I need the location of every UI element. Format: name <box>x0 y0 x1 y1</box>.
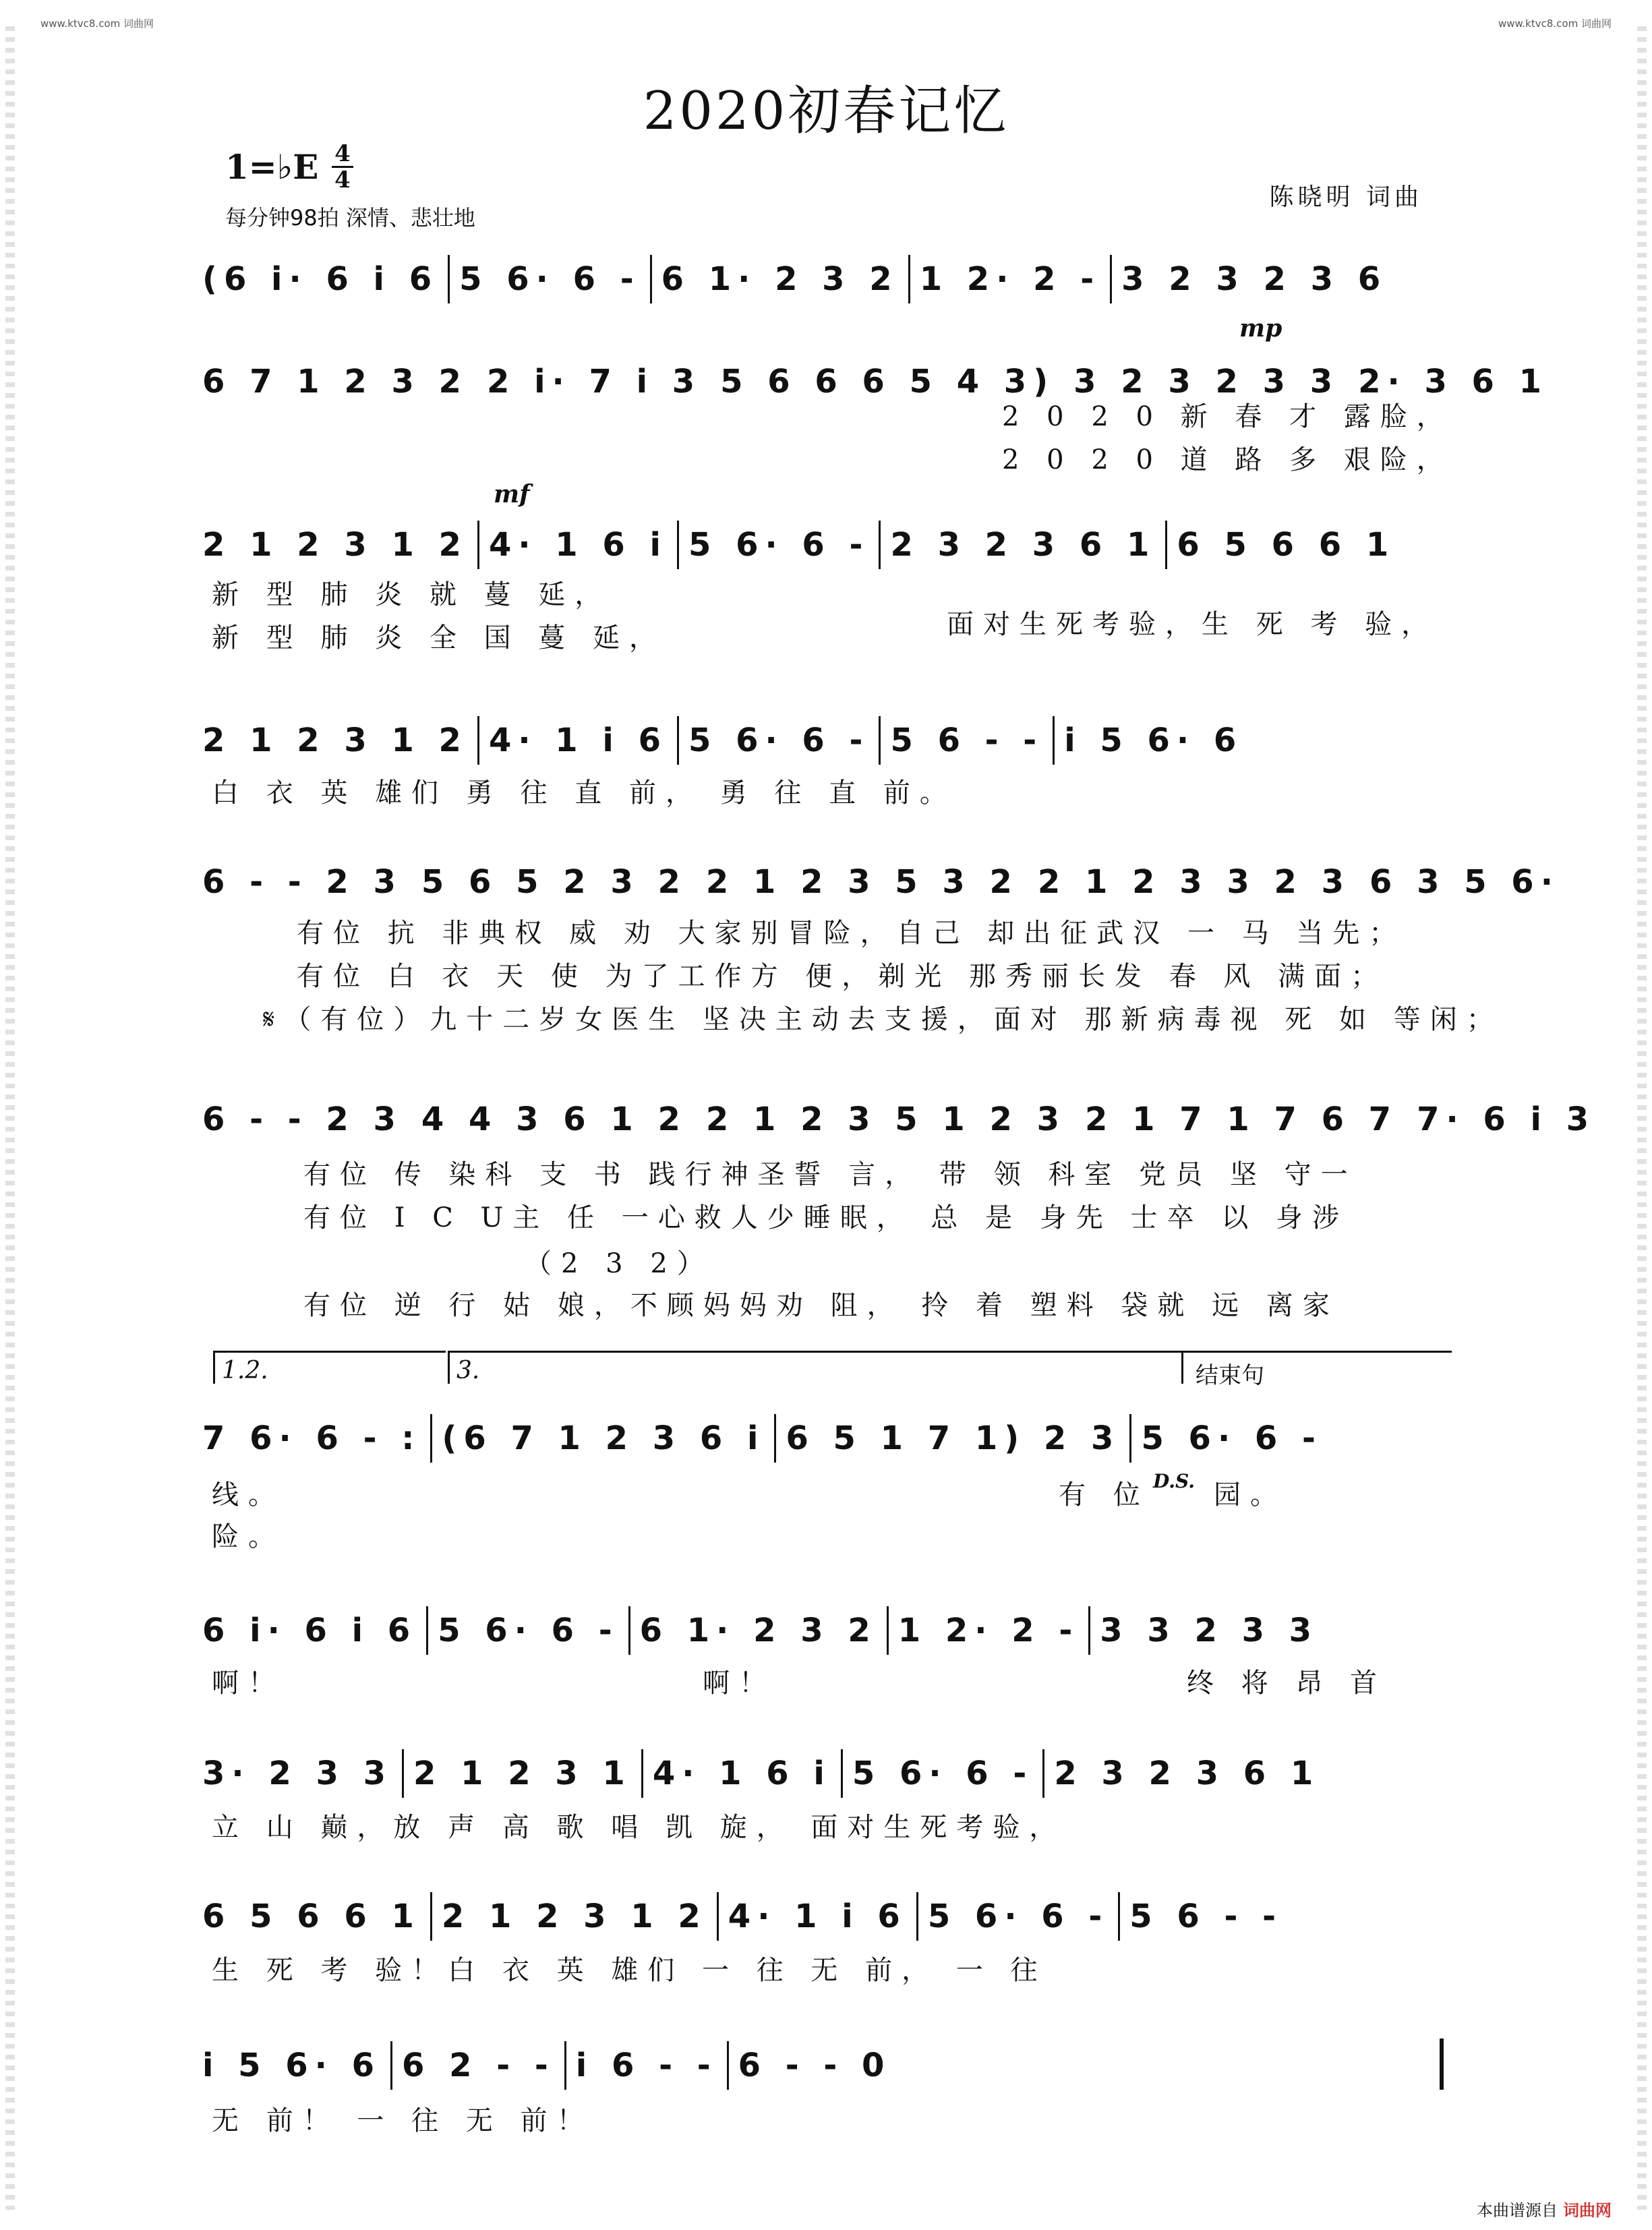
barline <box>774 1414 776 1463</box>
barline <box>1129 1414 1131 1463</box>
measure: 6 i· 6 i 6 <box>202 1612 417 1649</box>
measure: (6 i· 6 i 6 <box>202 260 439 298</box>
measure: 5 6 - - <box>1129 1898 1283 1935</box>
lyric-line: 啊！ <box>703 1668 775 1699</box>
measure: 6 5 6 6 1 <box>1177 526 1396 564</box>
footer-source <box>1477 2197 1612 2221</box>
measure: 2 1 2 3 5 3 2 <box>705 863 1019 901</box>
lyric-line: 啊！ <box>212 1668 285 1699</box>
barline <box>477 521 479 569</box>
lyric-line: 园。 <box>1214 1479 1287 1510</box>
barline <box>1165 521 1167 569</box>
measure: 5 6· 6 - <box>688 722 870 759</box>
barline <box>628 1606 630 1655</box>
barline <box>641 1749 643 1798</box>
right-border-strip <box>1637 20 1647 2210</box>
lyric-line: 2 0 2 0 道 路 多 艰险， <box>1002 444 1453 475</box>
barline <box>1053 716 1055 765</box>
measure: 6 1· 2 3 2 <box>639 1612 877 1649</box>
lyric-line: 新 型 肺 炎 全 国 蔓 延， <box>212 622 666 653</box>
measure: 6 5 6 6 1 <box>202 1898 421 1935</box>
barline <box>564 2041 566 2090</box>
notation-line <box>202 2038 1450 2092</box>
measure: 2 1 7 1 7 6 7 <box>1085 1101 1398 1138</box>
measure: i 5 6· 6 <box>202 2047 382 2084</box>
lyric-line: 有位 白 衣 天 使 为了工作方 便，剃光 那秀丽长发 春 风 满面； <box>297 961 1388 992</box>
key-signature: 1=♭E <box>225 147 319 187</box>
tempo-marking: 每分钟98拍 深情、悲壮地 <box>225 205 475 231</box>
ending-label: 结束句 <box>1181 1351 1452 1384</box>
measure: 6 7 1 2 3 2 <box>202 363 468 401</box>
measure: 3 2 3 2 3 3 <box>1073 363 1340 401</box>
barline <box>879 521 881 569</box>
measure: 6 - - 0 <box>738 2047 891 2084</box>
lyric-line: 有位 I C U主 任 一心救人少睡眠， 总 是 身先 士卒 以 身涉 <box>303 1202 1349 1233</box>
notation-line <box>202 518 1450 572</box>
barline <box>390 2041 392 2090</box>
barline <box>717 1892 719 1941</box>
measure: 1 2· 2 - <box>897 1612 1080 1649</box>
barline <box>430 1892 432 1941</box>
barline <box>448 255 450 303</box>
measure: 6 3 5 6· <box>1369 863 1560 901</box>
measure: 5 6· 6 - <box>438 1612 619 1649</box>
lyric-line: 险。 <box>212 1521 285 1552</box>
measure: 2· 3 6 1 <box>1358 363 1549 401</box>
measure: 3 3 2 3 3 <box>1100 1612 1319 1649</box>
barline <box>426 1606 428 1655</box>
measure: 1 2· 2 - <box>919 260 1101 298</box>
measure: 5 6· 6 - <box>927 1898 1109 1935</box>
notation-line <box>202 1889 1450 1943</box>
measure: 6 - - 2 3 <box>202 863 403 901</box>
lyric-line: 𝄋（有位）九十二岁女医生 坚决主动去支援，面对 那新病毒视 死 如 等闲； <box>263 1004 1503 1035</box>
measure: 5 6 - - <box>890 722 1044 759</box>
final-barline <box>1440 2038 1444 2090</box>
dynamic-mp: mp <box>1239 314 1282 343</box>
lyric-line: 新 型 肺 炎 就 蔓 延， <box>212 579 612 610</box>
lyric-line: 有位 传 染科 支 书 践行神圣誓 言， 带 领 科室 党员 坚 守一 <box>303 1159 1357 1190</box>
measure: 5 6 6 6 5 4 3) <box>720 363 1055 401</box>
barline <box>916 1892 918 1941</box>
barline <box>1110 255 1112 303</box>
measure: (6 7 1 2 3 6 i <box>442 1419 765 1457</box>
lyric-line: 终 将 昂 首 <box>1187 1668 1387 1699</box>
measure: 7 6· 6 - : <box>202 1419 421 1457</box>
dynamic-mf: mf <box>494 480 530 508</box>
left-border-strip <box>5 20 15 2210</box>
corner-watermark-right: www.ktvc8.com 词曲网 <box>1498 18 1612 30</box>
lyric-line: 2 0 2 0 新 春 才 露脸， <box>1002 401 1453 432</box>
notation-line <box>202 713 1450 767</box>
measure: 5 6· 6 - <box>852 1755 1034 1792</box>
measure: 7· 6 i 3 <box>1417 1101 1596 1138</box>
measure: i 6 - - <box>575 2047 717 2084</box>
barline <box>1118 1892 1120 1941</box>
notation-line <box>202 1747 1450 1800</box>
lyric-line: 有位 抗 非典权 威 劝 大家别冒险，自己 却出征武汉 一 马 当先； <box>297 918 1406 949</box>
meter-bottom: 4 <box>334 167 351 194</box>
notation-line <box>202 855 1560 909</box>
ds-marking: D.S. <box>1153 1470 1196 1492</box>
measure: 2 1 2 3 3 2 3 <box>1037 863 1351 901</box>
measure: 5 6· 6 - <box>459 260 641 298</box>
footer-brand: 词曲网 <box>1563 2201 1612 2220</box>
measure: 2 1 2 3 1 <box>413 1755 632 1792</box>
measure: 5 6 5 2 3 2 <box>421 863 687 901</box>
measure: 4· 1 i 6 <box>488 722 668 759</box>
barline <box>430 1414 432 1463</box>
lyric-line: 有位 逆 行 姑 娘，不顾妈妈劝 阻， 拎 着 塑料 袋就 远 离家 <box>303 1290 1339 1321</box>
measure: 2 1 2 3 1 2 <box>202 722 468 759</box>
measure: 4· 1 6 i <box>652 1755 831 1792</box>
measure: 4· 1 6 i <box>488 526 668 564</box>
lyric-line: 无 前！ 一 往 无 前！ <box>212 2105 593 2136</box>
lyric-line: 有 位 <box>1059 1479 1150 1510</box>
measure: 3· 2 3 3 <box>202 1755 392 1792</box>
volta-first: 1.2. <box>213 1351 446 1384</box>
measure: 2 3 2 3 6 1 <box>890 526 1156 564</box>
corner-watermark-left: www.ktvc8.com 词曲网 <box>40 18 154 30</box>
barline <box>402 1749 404 1798</box>
measure: 4 4 3 6 1 2 <box>421 1101 687 1138</box>
measure: i 5 6· 6 <box>1064 722 1243 759</box>
barline <box>477 716 479 765</box>
lyric-line: （2 3 2） <box>525 1248 713 1279</box>
volta-third: 3. <box>448 1351 1185 1384</box>
measure: 6 2 - - <box>402 2047 555 2084</box>
measure: 2 1 2 3 1 2 <box>441 1898 707 1935</box>
notation-line <box>202 1411 1450 1465</box>
notation-line <box>202 252 1450 306</box>
barline <box>879 716 881 765</box>
measure: 6 1· 2 3 2 <box>661 260 899 298</box>
lyric-line: 生 死 考 验！白 衣 英 雄们 一 往 无 前， 一 往 <box>212 1955 1047 1986</box>
lyric-line: 白 衣 英 雄们 勇 往 直 前， 勇 往 直 前。 <box>212 777 956 809</box>
measure: 6 5 1 7 1) 2 3 <box>786 1419 1121 1457</box>
time-signature <box>329 140 356 194</box>
measure: 5 6· 6 - <box>1141 1419 1322 1457</box>
lyric-line: 线。 <box>212 1479 285 1510</box>
lyric-line: 立 山 巅，放 声 高 歌 唱 凯 旋， 面对生死考验， <box>212 1812 1066 1843</box>
measure: 2 3 2 3 6 1 <box>1054 1755 1320 1792</box>
notation-line <box>202 1604 1450 1657</box>
measure: 6 - - 2 3 <box>202 1101 403 1138</box>
barline <box>887 1606 889 1655</box>
meter-top: 4 <box>334 140 351 167</box>
barline <box>908 255 910 303</box>
measure: 2 i· 7 i 3 <box>486 363 702 401</box>
measure: 5 6· 6 - <box>688 526 870 564</box>
composer-credit: 陈晓明 词曲 <box>1269 183 1423 211</box>
measure: 3 2 3 2 3 6 <box>1121 260 1388 298</box>
barline <box>1042 1749 1044 1798</box>
measure: 2 1 2 3 1 2 <box>202 526 468 564</box>
footer-text: 本曲谱源自 <box>1477 2201 1558 2220</box>
notation-line <box>202 1092 1596 1146</box>
measure: 2 1 2 3 5 1 2 3 <box>705 1101 1067 1138</box>
measure: 4· 1 i 6 <box>728 1898 907 1935</box>
barline <box>1088 1606 1090 1655</box>
song-title: 2020初春记忆 <box>643 81 1009 142</box>
barline <box>727 2041 729 2090</box>
barline <box>677 716 679 765</box>
barline <box>650 255 652 303</box>
barline <box>841 1749 843 1798</box>
barline <box>677 521 679 569</box>
lyric-line: 面对生死考验，生 死 考 验， <box>947 609 1438 640</box>
